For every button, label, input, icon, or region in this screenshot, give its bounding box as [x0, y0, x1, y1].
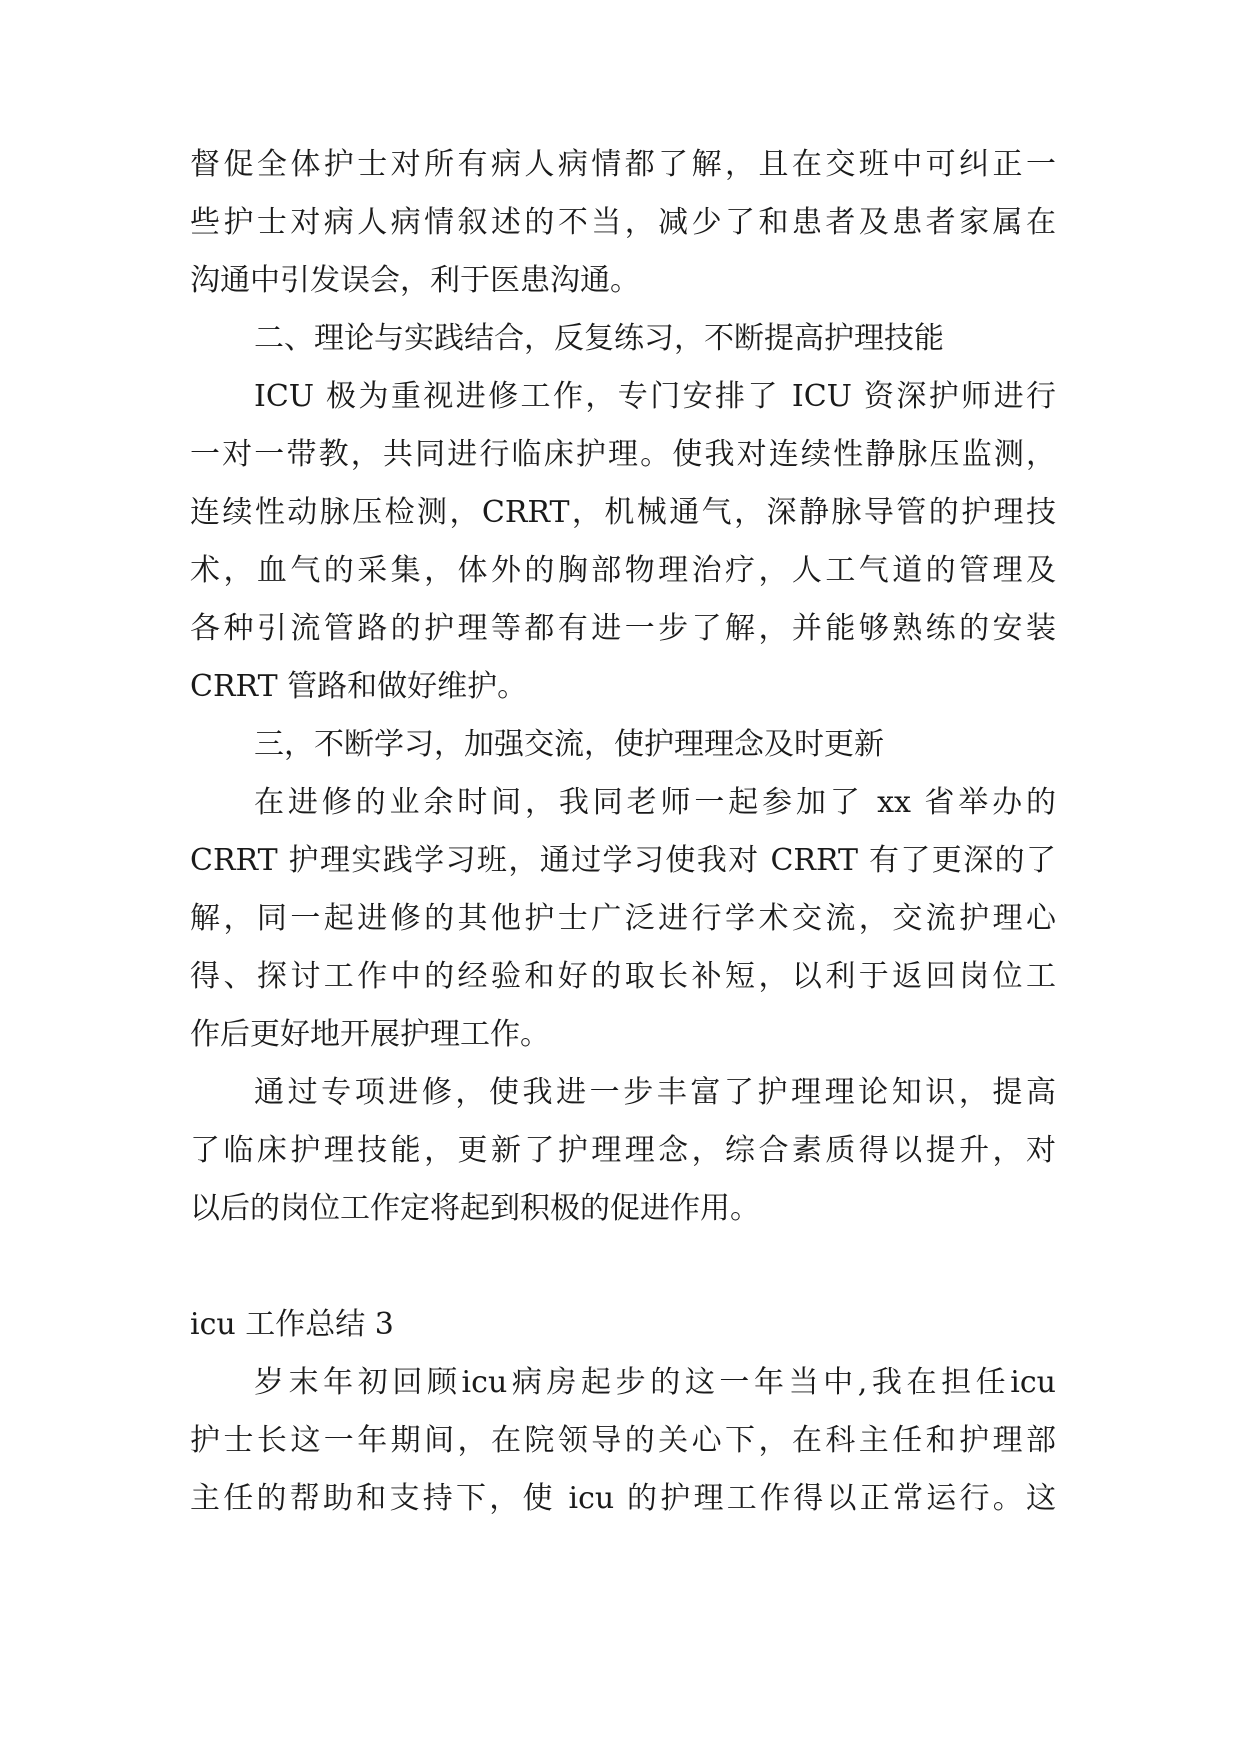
- text-line: CRRT 管路和做好维护。: [190, 669, 528, 704]
- text-line: 督促全体护士对所有病人病情都了解，且在交班中可纠正一: [190, 147, 1056, 182]
- text-line: 些护士对病人病情叙述的不当，减少了和患者及患者家属在: [190, 205, 1056, 240]
- paragraph-care-overview: [190, 136, 1056, 310]
- section-title-text: icu 工作总结 3: [190, 1307, 394, 1342]
- text-line: 岁末年初回顾icu病房起步的这一年当中,我在担任icu: [254, 1365, 1056, 1400]
- section-spacer: [190, 1238, 1056, 1296]
- text-line: 一对一带教，共同进行临床护理。使我对连续性静脉压监测，: [190, 437, 1056, 472]
- text-line: 主任的帮助和支持下，使 icu 的护理工作得以正常运行。这: [190, 1481, 1056, 1516]
- text-line: 护士长这一年期间，在院领导的关心下，在科主任和护理部: [190, 1423, 1056, 1458]
- text-line: 解，同一起进修的其他护士广泛进行学术交流，交流护理心: [190, 901, 1056, 936]
- text-line: 以后的岗位工作定将起到积极的促进作用。: [190, 1191, 760, 1226]
- text-line: 在进修的业余时间，我同老师一起参加了 xx 省举办的: [254, 785, 1056, 820]
- text-line: 连续性动脉压检测，CRRT，机械通气，深静脉导管的护理技: [190, 495, 1056, 530]
- section-title: [190, 1296, 1056, 1354]
- document-body: [190, 136, 1056, 1528]
- paragraph-conclusion: [190, 1064, 1056, 1238]
- text-line: 术，血气的采集，体外的胸部物理治疗，人工气道的管理及: [190, 553, 1056, 588]
- paragraph-icu-training: [190, 368, 1056, 716]
- text-line: 沟通中引发误会，利于医患沟通。: [190, 263, 640, 298]
- text-line: 了临床护理技能，更新了护理理念，综合素质得以提升，对: [190, 1133, 1056, 1168]
- text-line: ICU 极为重视进修工作，专门安排了 ICU 资深护师进行: [254, 379, 1056, 414]
- text-line: 通过专项进修，使我进一步丰富了护理理论知识，提高: [254, 1075, 1056, 1110]
- text-line: 二、理论与实践结合，反复练习，不断提高护理技能: [254, 321, 944, 356]
- text-line: 作后更好地开展护理工作。: [190, 1017, 550, 1052]
- heading-theory-practice: [190, 310, 1056, 368]
- text-line: 三，不断学习，加强交流，使护理理念及时更新: [254, 727, 884, 762]
- text-line: 各种引流管路的护理等都有进一步了解，并能够熟练的安装: [190, 611, 1056, 646]
- paragraph-crrt-course: [190, 774, 1056, 1064]
- text-line: 得、探讨工作中的经验和好的取长补短，以利于返回岗位工: [190, 959, 1056, 994]
- heading-continuous-learning: [190, 716, 1056, 774]
- text-line: CRRT 护理实践学习班，通过学习使我对 CRRT 有了更深的了: [190, 843, 1056, 878]
- paragraph-year-review: [190, 1354, 1056, 1528]
